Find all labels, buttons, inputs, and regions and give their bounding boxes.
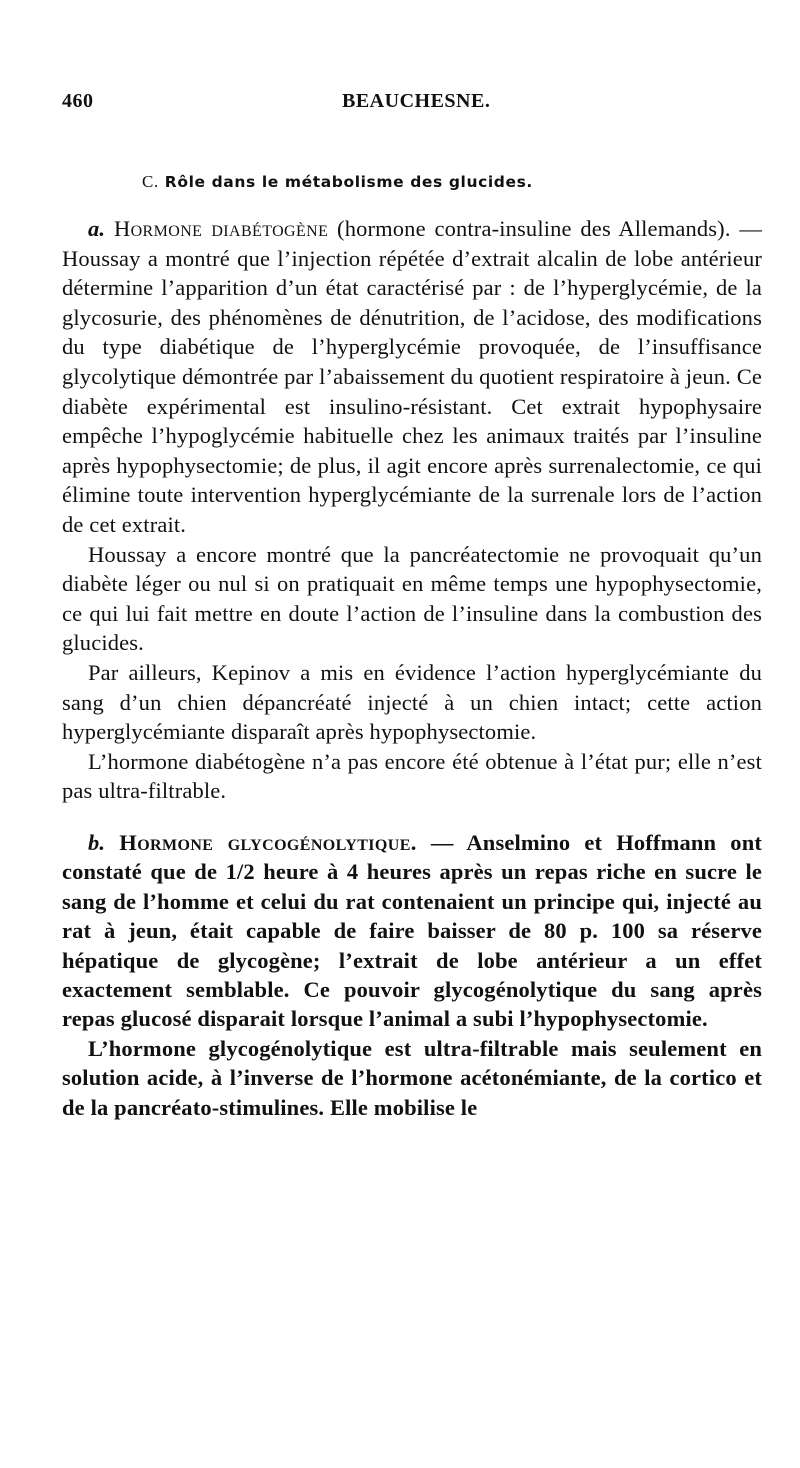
subsection-b <box>62 828 762 1122</box>
section-letter: C. <box>142 172 159 191</box>
subsection-b-paragraph-1-text: — Anselmino et Hoffmann ont constaté que de 1/2 heure à 4 heures après un repas riche en sucre le sang de l’homme et celui du rat contenaient un principe qui, injecté au rat à jeun, était capable de faire baisser de 80 p. 100 sa réserve hépatique de glycogène; l’extrait de lobe antérieur a un effet exactement semblable. Ce pouvoir glycogénolytique du sang après repas glucosé disparait lorsque l’animal a subi l’hypophysectomie. <box>62 829 762 1032</box>
subsection-a-letter: a. <box>88 216 106 241</box>
running-head <box>62 84 762 124</box>
subsection-a-paragraph-2: Houssay a encore montré que la pancréatectomie ne provoquait qu’un diabète léger ou nul si on pratiquait en même temps une hypophysectomie, ce qui lui fait mettre en doute l’action de l’insuline dans la combustion des glucides. <box>62 541 762 656</box>
subsection-a-title: Hormone diabétogène <box>113 216 329 241</box>
subsection-b-letter: b. <box>88 829 106 855</box>
subsection-a-paragraph-3: Par ailleurs, Kepinov a mis en évidence l’action hyperglycémiante du sang d’un chien dépancréaté injecté à un chien intact; cette action hyperglycémiante disparaît après hypophysectomie. <box>62 659 762 745</box>
running-title: BEAUCHESNE. <box>342 90 491 112</box>
subsection-a-paragraph-4: L’hormone diabétogène n’a pas encore été obtenue à l’état pur; elle n’est pas ultra-filtrable. <box>62 748 762 804</box>
page-number: 460 <box>62 90 94 112</box>
subsection-b-paragraph-2: L’hormone glycogénolytique est ultra-filtrable mais seulement en solution acide, à l’inverse de l’hormone acétonémiante, de la cortico et de la pancréato-stimulines. Elle mobilise le <box>62 1035 762 1120</box>
body-text <box>62 214 762 1122</box>
subsection-a-paragraph-1 <box>62 214 762 540</box>
subsection-b-title: Hormone glycogénolytique. <box>119 829 417 855</box>
subsection-b-paragraph-1 <box>62 828 762 1034</box>
section-title: Rôle dans le métabolisme des glucides. <box>164 173 533 191</box>
book-page <box>62 84 762 1122</box>
subsection-a-paragraph-1-text: (hormone contra-insuline des Allemands). — Houssay a montré que l’injection répétée d’extrait alcalin de lobe antérieur détermine l’apparition d’un état caractérisé par : de l’hyperglycémie, de la glycosurie, des phénomènes de dénutrition, de l’acidose, des modifications du type diabétique de l’hyperglycémie provoquée, de l’insuffisance glycolytique démontrée par l’abaissement du quotient respiratoire à jeun. Ce diabète expérimental est insulino-résistant. Cet extrait hypophysaire empêche l’hypoglycémie habituelle chez les animaux traités par l’insuline après hypophysectomie; de plus, il agit encore après surrenalectomie, ce qui élimine toute intervention hyperglycémiante de la surrenale lors de l’action de cet extrait. <box>62 216 762 537</box>
section-heading <box>142 172 762 192</box>
